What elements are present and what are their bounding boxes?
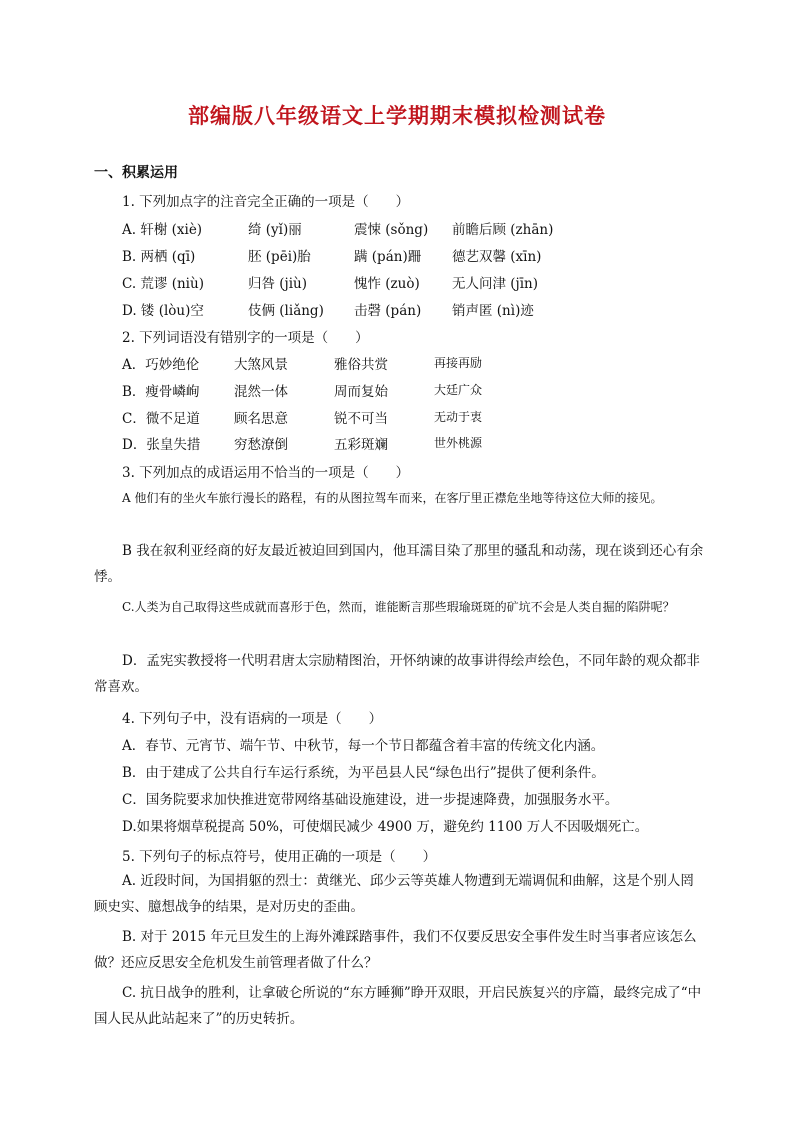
option-cell: 无动于衷 xyxy=(434,410,483,424)
option-cell: B. 两栖 (qī) xyxy=(122,249,196,265)
option-cell: 蹒 (pán)跚 xyxy=(354,249,422,265)
question-1-stem: 1. 下列加点字的注音完全正确的一项是（ ） xyxy=(122,194,410,210)
option-cell: 无人问津 (jīn) xyxy=(452,276,539,292)
question-4-option-a: A．春节、元宵节、端午节、中秋节，每一个节日都蕴含着丰富的传统文化内涵。 xyxy=(122,738,605,754)
page-title: 部编版八年级语文上学期期末模拟检测试卷 xyxy=(188,103,606,128)
option-cell: 锐不可当 xyxy=(334,411,388,427)
option-cell: A．巧妙绝伦 xyxy=(122,357,200,373)
question-4-option-b: B．由于建成了公共自行车运行系统，为平邑县人民“绿色出行”提供了便利条件。 xyxy=(122,765,605,781)
option-cell: 伎俩 (liǎng) xyxy=(248,303,324,319)
question-3-option-c: C.人类为自己取得这些成就而喜形于色，然而，谁能断言那些瑕瑜斑斑的矿坑不会是人类自掘的陷阱呢？ xyxy=(122,600,675,614)
option-cell: 穷愁潦倒 xyxy=(234,437,288,453)
question-5-option-b: B. 对于 2015 年元旦发生的上海外滩踩踏事件，我们不仅要反思安全事件发生时当事者应该怎么做？还应反思安全危机发生前管理者做了什么？ xyxy=(94,929,697,971)
option-cell: B．瘦骨嶙峋 xyxy=(122,384,200,400)
option-cell: 再接再励 xyxy=(434,356,483,370)
option-cell: 大煞风景 xyxy=(234,357,288,373)
option-cell: 前瞻后顾 (zhān) xyxy=(452,222,554,238)
option-cell: 击磬 (pán) xyxy=(354,303,422,319)
question-5-option-a: A. 近段时间，为国捐躯的烈士：黄继光、邱少云等英雄人物遭到无端调侃和曲解，这是个别人罔顾史实、臆想战争的结果，是对历史的歪曲。 xyxy=(94,873,694,915)
option-cell: 绮 (yǐ)丽 xyxy=(248,222,302,238)
option-cell: 周而复始 xyxy=(334,384,388,400)
option-cell: 大廷广众 xyxy=(434,383,483,397)
option-cell: C. 荒谬 (niù) xyxy=(122,276,204,292)
option-cell: 德艺双馨 (xīn) xyxy=(452,249,542,265)
option-cell: 震悚 (sǒng) xyxy=(354,222,429,238)
question-2-stem: 2. 下列词语没有错别字的一项是（ ） xyxy=(122,330,369,346)
option-cell: D. 镂 (lòu)空 xyxy=(122,303,204,319)
question-3-option-a: A 他们有的坐火车旅行漫长的路程，有的从图拉驾车而来，在客厅里正襟危坐地等待这位大师的接见。 xyxy=(122,491,663,505)
option-cell: 雅俗共赏 xyxy=(334,357,388,373)
option-cell: 顾名思意 xyxy=(234,411,288,427)
question-3-stem: 3. 下列加点的成语运用不恰当的一项是（ ） xyxy=(122,465,410,481)
option-cell: C．微不足道 xyxy=(122,411,200,427)
question-3-option-b: B 我在叙利亚经商的好友最近被迫回到国内，他耳濡目染了那里的骚乱和动荡，现在谈到还心有余悸。 xyxy=(94,543,704,585)
question-4-stem: 4. 下列句子中，没有语病的一项是（ ） xyxy=(122,711,383,727)
section-heading: 一、积累运用 xyxy=(94,165,178,181)
option-cell: 混然一体 xyxy=(234,384,288,400)
option-cell: 五彩斑斓 xyxy=(334,437,388,453)
option-cell: D．张皇失措 xyxy=(122,437,201,453)
question-3-option-d: D．孟宪实教授将一代明君唐太宗励精图治，开怀纳谏的故事讲得绘声绘色，不同年龄的观众都非常喜欢。 xyxy=(94,653,700,695)
option-cell: 销声匿 (nì)迹 xyxy=(452,303,534,319)
question-4-option-c: C．国务院要求加快推进宽带网络基础设施建设，进一步提速降费，加强服务水平。 xyxy=(122,792,619,808)
question-4-option-d: D.如果将烟草税提高 50%，可使烟民减少 4900 万，避免约 1100 万人不因吸烟死亡。 xyxy=(122,819,649,835)
option-cell: 胚 (pēi)胎 xyxy=(248,249,311,265)
option-cell: A. 轩榭 (xiè) xyxy=(122,222,203,238)
option-cell: 愧怍 (zuò) xyxy=(354,276,420,292)
question-5-option-c: C. 抗日战争的胜利，让拿破仑所说的“东方睡狮”睁开双眼，开启民族复兴的序篇，最终完成了“中国人民从此站起来了”的历史转折。 xyxy=(94,985,702,1027)
option-cell: 世外桃源 xyxy=(434,436,483,450)
question-5-stem: 5. 下列句子的标点符号，使用正确的一项是（ ） xyxy=(122,849,437,865)
option-cell: 归咎 (jiù) xyxy=(248,276,308,292)
